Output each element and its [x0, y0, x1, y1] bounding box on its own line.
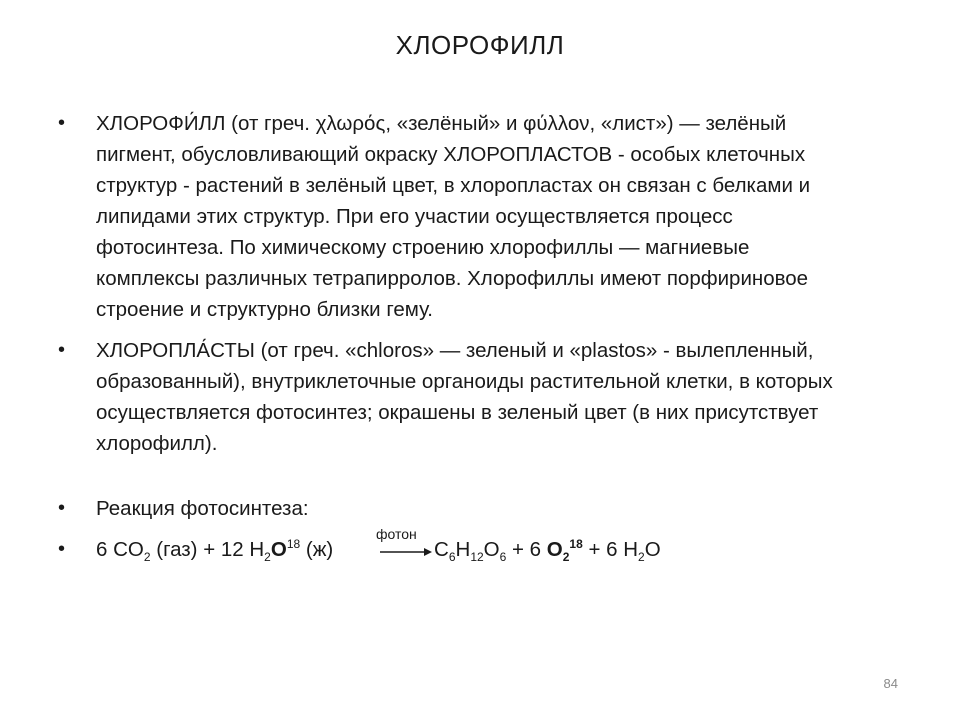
equation-right: $C_6H_{12}O_6 + 6$ $O_2^{18} + 6$ $H_2O$ — [434, 537, 661, 565]
page-number: 84 — [883, 676, 898, 691]
bullet-dot-icon: • — [58, 497, 66, 519]
bullet-dot-icon: • — [58, 538, 66, 560]
bullet-dot-icon: • — [58, 112, 66, 134]
bullet-equation — [58, 534, 848, 565]
bullet-reaction-text: Реакция фотосинтеза: — [96, 497, 309, 520]
bullet-chlorophyll-text: ХЛОРОФИ́ЛЛ (от греч. χλωρός, «зелёный» и φύλλον, «лист») — зелёный пигмент, обусловливающий окраску ХЛОРОПЛАСТОВ - особых клеточных структур - растений в зелёный цвет, в хлоропластах он связан с белками и липидами этих структур. При его участии осуществляется процесс фотосинтеза. По химическому строению хлорофиллы — магниевые комплексы различных тетрапирролов. Хлорофиллы имеют порфириновое строение и структурно близки гему. — [96, 112, 811, 321]
bullet-dot-icon: • — [58, 339, 66, 361]
bullet-chloroplasts-text: ХЛОРОПЛА́СТЫ (от греч. «chloros» — зеленый и «plastos» - вылепленный, образованный), внутриклеточные органоиды растительной клетки, в которых осуществляется фотосинтез; окрашены в зеленый цвет (в них присутствует хлорофилл). — [96, 339, 833, 455]
bullet-reaction — [58, 493, 848, 524]
right-arrow-icon — [380, 546, 432, 558]
reaction-arrow — [374, 526, 434, 562]
bullet-chlorophyll — [58, 108, 848, 325]
slide-title: ХЛОРОФИЛЛ — [395, 30, 565, 60]
arrow-label: фотон — [376, 526, 417, 542]
bullet-list — [58, 108, 848, 565]
equation-left: 6 $CO_2$ (газ) + 12 $H_2O^{18}$ (ж) — [96, 537, 334, 565]
bullet-chloroplasts — [58, 335, 848, 459]
